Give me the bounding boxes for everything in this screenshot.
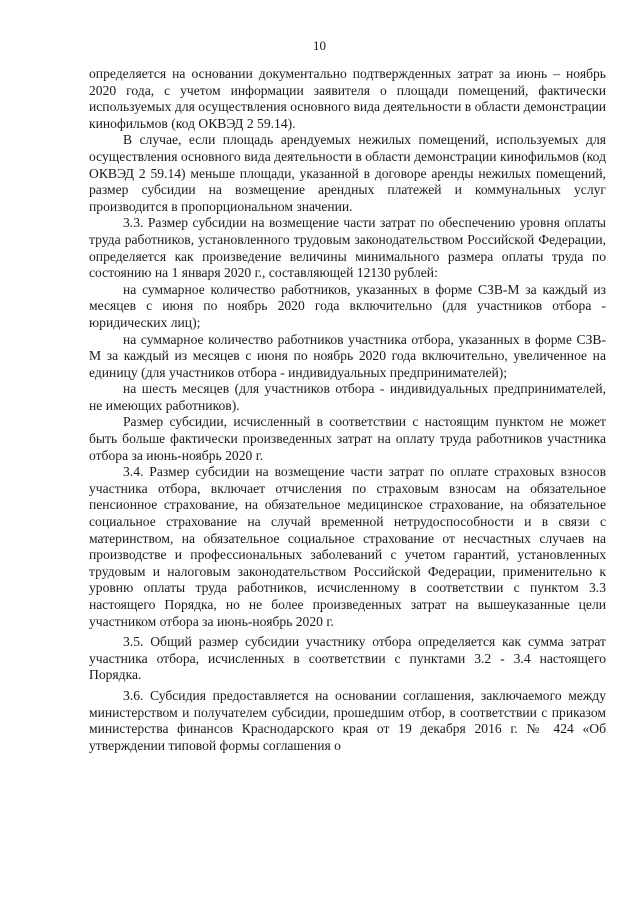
paragraph-area-proportion: В случае, если площадь арендуемых нежилых помещений, используемых для осуществления основного вида деятельности в области демонстрации кинофильмов (код ОКВЭД 2 59.14) меньше площади, указанной в договоре аренды нежилых помещений, размер субсидии на возмещение арендных платежей и коммунальных услуг производится в пропорциональном значении. (89, 132, 606, 214)
paragraph-3-3-limit: Размер субсидии, исчисленный в соответствии с настоящим пунктом не может быть больше фактически произведенных затрат на оплату труда работников участника отбора за июнь-ноябрь 2020 г. (89, 414, 606, 463)
paragraph-continuation: определяется на основании документально подтвержденных затрат за июнь – ноябрь 2020 года, с учетом информации заявителя о площади помещений, фактически используемых для осуществления основного вида деятельности в области демонстрации кинофильмов (код ОКВЭД 2 59.14). (89, 66, 606, 131)
page-number: 10 (313, 38, 326, 53)
paragraph-3-6: 3.6. Субсидия предоставляется на основании соглашения, заключаемого между министерством и получателем субсидии, прошедшим отбор, в соответствии с приказом министерства финансов Краснодарского края от 19 декабря 2016 г. № 424 «Об утверждении типовой формы соглашения о (89, 687, 606, 753)
paragraph-3-3-no-employees: на шесть месяцев (для участников отбора - индивидуальных предпринимателей, не имеющих работников). (89, 381, 606, 413)
paragraph-3-3-entrepreneurs: на суммарное количество работников участника отбора, указанных в форме СЗВ-М за каждый из месяцев с июня по ноябрь 2020 года включительно, увеличенное на единицу (для участников отбора - индивидуальных предпринимателей); (89, 331, 606, 380)
document-body (89, 66, 606, 754)
paragraph-3-3: 3.3. Размер субсидии на возмещение части затрат по обеспечению уровня оплаты труда работников, установленного трудовым законодательством Российской Федерации, определяется как произведение величины минимального размера оплаты труда по состоянию на 1 января 2020 г., составляющей 12130 рублей: (89, 215, 606, 281)
paragraph-3-3-legal-entities: на суммарное количество работников, указанных в форме СЗВ-М за каждый из месяцев с июня по ноябрь 2020 года включительно (для участников отбора - юридических лиц); (89, 281, 606, 330)
paragraph-3-5: 3.5. Общий размер субсидии участнику отбора определяется как сумма затрат участника отбора, исчисленных в соответствии с пунктами 3.2 - 3.4 настоящего Порядка. (89, 634, 606, 683)
paragraph-3-4: 3.4. Размер субсидии на возмещение части затрат по оплате страховых взносов участника отбора, включает отчисления по страховым взносам на обязательное пенсионное страхование, на обязательное медицинское страхование, на обязательное социальное страхование на случай временной нетрудоспособности и в связи с материнством, на обязательное социальное страхование от несчастных случаев на производстве и профессиональных заболеваний с учетом гарантий, установленных трудовым и налоговым законодательством Российской Федерации, применительно к уровню оплаты труда работников, исчисленному в соответствии с пунктом 3.3 настоящего Порядка, но не более произведенных затрат на вышеуказанные цели участником отбора за июнь-ноябрь 2020 г. (89, 464, 606, 629)
